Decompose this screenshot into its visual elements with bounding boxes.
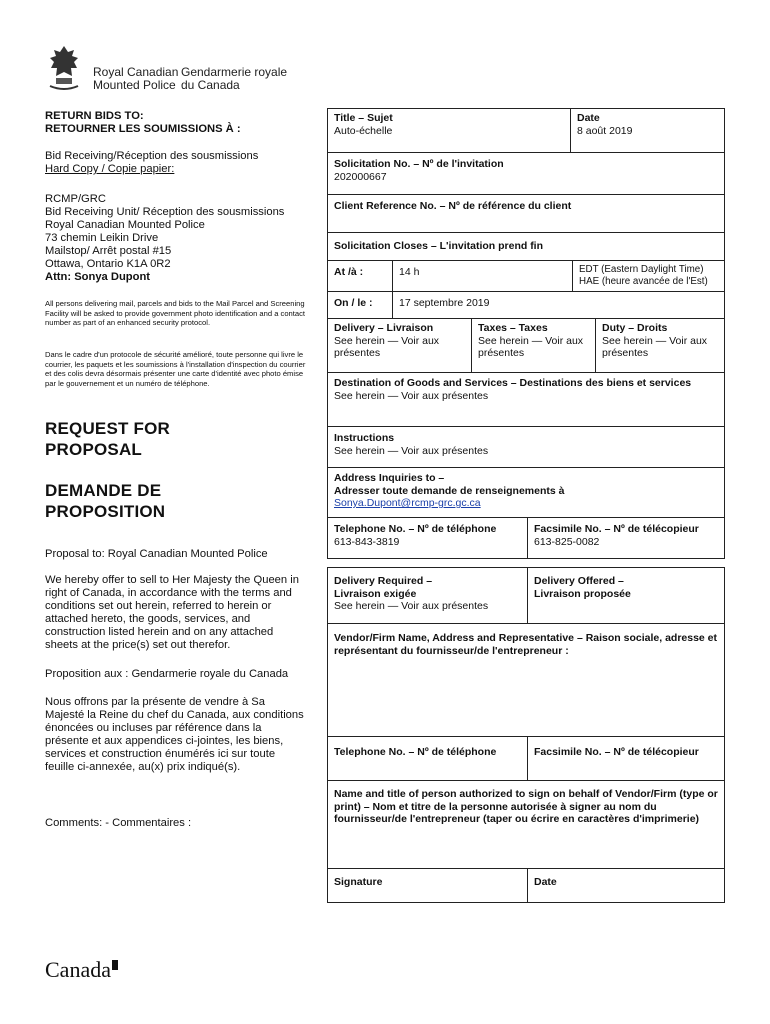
rcmp-crest-icon xyxy=(44,44,84,92)
proposal-to: Proposal to: Royal Canadian Mounted Police xyxy=(45,548,268,560)
address-line: Ottawa, Ontario K1A 0R2 xyxy=(45,258,171,270)
ddp-line-1: DEMANDE DE xyxy=(45,481,162,500)
destination-row xyxy=(328,372,724,426)
closes-cell xyxy=(328,233,724,260)
on-row xyxy=(328,291,724,318)
instructions-cell xyxy=(328,427,724,467)
inquiries-email-link[interactable]: Sonya.Dupont@rcmp-grc.gc.ca xyxy=(334,497,481,509)
ddp-heading xyxy=(45,480,307,522)
vendor-fax-cell[interactable] xyxy=(527,737,724,780)
solicitation-row xyxy=(328,152,724,194)
return-bids-fr: RETOURNER LES SOUMISSIONS À : xyxy=(45,123,241,135)
authorized-cell[interactable] xyxy=(328,781,724,868)
inquiries-cell xyxy=(328,468,724,517)
signature-cell[interactable] xyxy=(328,869,527,902)
closes-label: Solicitation Closes – L'invitation prend fin xyxy=(334,240,544,252)
delivery-required-label-1: Delivery Required – xyxy=(334,575,433,587)
inquiries-label-2: Adresser toute demande de renseignements à xyxy=(334,484,565,497)
title-value: Auto-échelle xyxy=(334,124,393,137)
address-line: Royal Canadian Mounted Police xyxy=(45,219,205,231)
fax-cell xyxy=(527,518,724,558)
address-line: 73 chemin Leikin Drive xyxy=(45,232,159,244)
taxes-label: Taxes – Taxes xyxy=(478,322,548,334)
timezone-cell xyxy=(572,261,724,291)
agency-fr-line-1: Gendarmerie royale xyxy=(181,65,288,79)
address-line: RCMP/GRC xyxy=(45,193,106,205)
agency-en-line-2: Mounted Police xyxy=(93,78,176,92)
phone-label: Telephone No. – Nº de téléphone xyxy=(334,523,497,535)
vendor-row xyxy=(328,623,724,736)
at-row xyxy=(328,260,724,291)
signature-date-cell[interactable] xyxy=(527,869,724,902)
instructions-row xyxy=(328,426,724,467)
canada-wordmark xyxy=(45,957,118,983)
delivery-row xyxy=(328,318,724,372)
closes-row xyxy=(328,232,724,260)
return-bids-en: RETURN BIDS TO: xyxy=(45,110,144,122)
canada-wordmark-text: Canada xyxy=(45,957,111,982)
inquiries-label-1: Address Inquiries to – xyxy=(334,472,445,484)
delivery-required-row xyxy=(328,568,724,623)
agency-name-en xyxy=(93,66,178,92)
vendor-form xyxy=(327,567,725,903)
solicitation-value: 202000667 xyxy=(334,170,387,183)
vendor-phone-row xyxy=(328,736,724,780)
rfp-line-1: REQUEST FOR xyxy=(45,419,170,438)
comments: Comments: - Commentaires : xyxy=(45,817,192,829)
instructions-value: See herein — Voir aux présentes xyxy=(334,444,489,457)
delivery-required-value: See herein — Voir aux présentes xyxy=(334,600,489,612)
delivery-value: See herein — Voir aux présentes xyxy=(334,334,440,359)
client-ref-row xyxy=(328,194,724,232)
bid-receiving: Bid Receiving/Réception des sousmissions xyxy=(45,150,259,162)
delivery-cell xyxy=(328,319,471,372)
agency-fr-line-2: du Canada xyxy=(181,78,240,92)
phone-value: 613-843-3819 xyxy=(334,535,400,548)
offer-en: We hereby offer to sell to Her Majesty the Queen in right of Canada, in accordance with the terms and conditions set out herein, referred to herein or attached hereto, the goods, services, and construction listed herein and on any attached sheets at the price(s) set out therefor. xyxy=(45,574,299,651)
agency-en-line-1: Royal Canadian xyxy=(93,65,179,79)
taxes-cell xyxy=(471,319,595,372)
title-row xyxy=(328,109,724,152)
authorized-row xyxy=(328,780,724,868)
vendor-phone-label: Telephone No. – Nº de téléphone xyxy=(334,746,497,758)
delivery-label: Delivery – Livraison xyxy=(334,322,434,334)
flag-icon xyxy=(112,960,118,970)
offer-fr: Nous offrons par la présente de vendre à Sa Majesté la Reine du chef du Canada, aux conditions énoncées ou incluses par référence dans la présente et aux appendices ci-jointes, les biens, services et construction énumérés ici sur toute feuille ci-annexée, au(x) prix indiqué(s). xyxy=(45,696,304,773)
inquiries-row xyxy=(328,467,724,517)
instructions-label: Instructions xyxy=(334,432,395,444)
at-label: At /à : xyxy=(334,266,364,278)
on-value: 17 septembre 2019 xyxy=(392,292,724,318)
date-label: Date xyxy=(577,112,600,124)
timezone-en: EDT (Eastern Daylight Time) xyxy=(579,264,704,275)
signature-date-label: Date xyxy=(534,876,557,888)
destination-cell xyxy=(328,373,724,426)
destination-label: Destination of Goods and Services – Destinations des biens et services xyxy=(334,377,692,389)
delivery-offered-label-1: Delivery Offered – xyxy=(534,575,624,587)
taxes-value: See herein — Voir aux présentes xyxy=(478,334,584,359)
date-cell xyxy=(570,109,724,152)
security-notice-en: All persons delivering mail, parcels and bids to the Mail Parcel and Screening Facility will be asked to provide government photo identification and a contact number as part of an enhanced security protocol. xyxy=(45,299,306,328)
hard-copy: Hard Copy / Copie papier: xyxy=(45,163,175,175)
title-cell xyxy=(328,109,570,152)
delivery-required-cell xyxy=(328,568,527,623)
delivery-required-label-2: Livraison exigée xyxy=(334,587,417,600)
duty-value: See herein — Voir aux présentes xyxy=(602,334,708,359)
vendor-label: Vendor/Firm Name, Address and Representative – Raison sociale, adresse et représentant du fournisseur/de l'entrepreneur : xyxy=(334,632,718,657)
solicitation-label: Solicitation No. – Nº de l'invitation xyxy=(334,158,504,170)
vendor-fax-label: Facsimile No. – Nº de télécopieur xyxy=(534,746,699,758)
client-ref-label: Client Reference No. – Nº de référence du client xyxy=(334,200,572,212)
address-line: Bid Receiving Unit/ Réception des sousmissions xyxy=(45,206,285,218)
at-value: 14 h xyxy=(392,261,572,291)
address-line: Mailstop/ Arrêt postal #15 xyxy=(45,245,172,257)
ddp-line-2: PROPOSITION xyxy=(45,502,166,521)
solicitation-form xyxy=(327,108,725,559)
proposition-fr: Proposition aux : Gendarmerie royale du Canada xyxy=(45,668,289,680)
signature-label: Signature xyxy=(334,876,383,888)
delivery-offered-label-2: Livraison proposée xyxy=(534,587,631,600)
destination-value: See herein — Voir aux présentes xyxy=(334,389,489,402)
vendor-phone-cell[interactable] xyxy=(328,737,527,780)
duty-label: Duty – Droits xyxy=(602,322,668,334)
vendor-cell[interactable] xyxy=(328,624,724,736)
timezone-fr: HAE (heure avancée de l'Est) xyxy=(579,276,708,287)
phone-cell xyxy=(328,518,527,558)
rfp-heading xyxy=(45,418,307,460)
address-block xyxy=(45,193,307,284)
signature-row xyxy=(328,868,724,902)
agency-name-fr xyxy=(181,66,287,92)
attn: Attn: Sonya Dupont xyxy=(45,271,151,283)
fax-value: 613-825-0082 xyxy=(534,535,600,548)
delivery-offered-cell[interactable] xyxy=(527,568,724,623)
authorized-label: Name and title of person authorized to sign on behalf of Vendor/Firm (type or print) – Nom et titre de la personne autorisée à signer au nom du fournisseur/de l'entrepreneur (taper ou écrire en caractères d'imprimerie) xyxy=(334,788,718,825)
title-label: Title – Sujet xyxy=(334,112,393,124)
fax-label: Facsimile No. – Nº de télécopieur xyxy=(534,523,699,535)
security-notice-fr: Dans le cadre d'un protocole de sécurité amélioré, toute personne qui livre le courrier, les paquets et les soumissions à l'installation d'inspection du courrier et des colis devra désormais présenter une carte d'identité avec photo émise par le gouvernement et un numéro de téléphone. xyxy=(45,350,306,388)
phone-row xyxy=(328,517,724,558)
rfp-line-2: PROPOSAL xyxy=(45,440,143,459)
duty-cell xyxy=(595,319,724,372)
client-ref-cell xyxy=(328,195,724,232)
solicitation-cell xyxy=(328,153,724,194)
on-label: On / le : xyxy=(334,297,373,309)
date-value: 8 août 2019 xyxy=(577,124,633,137)
